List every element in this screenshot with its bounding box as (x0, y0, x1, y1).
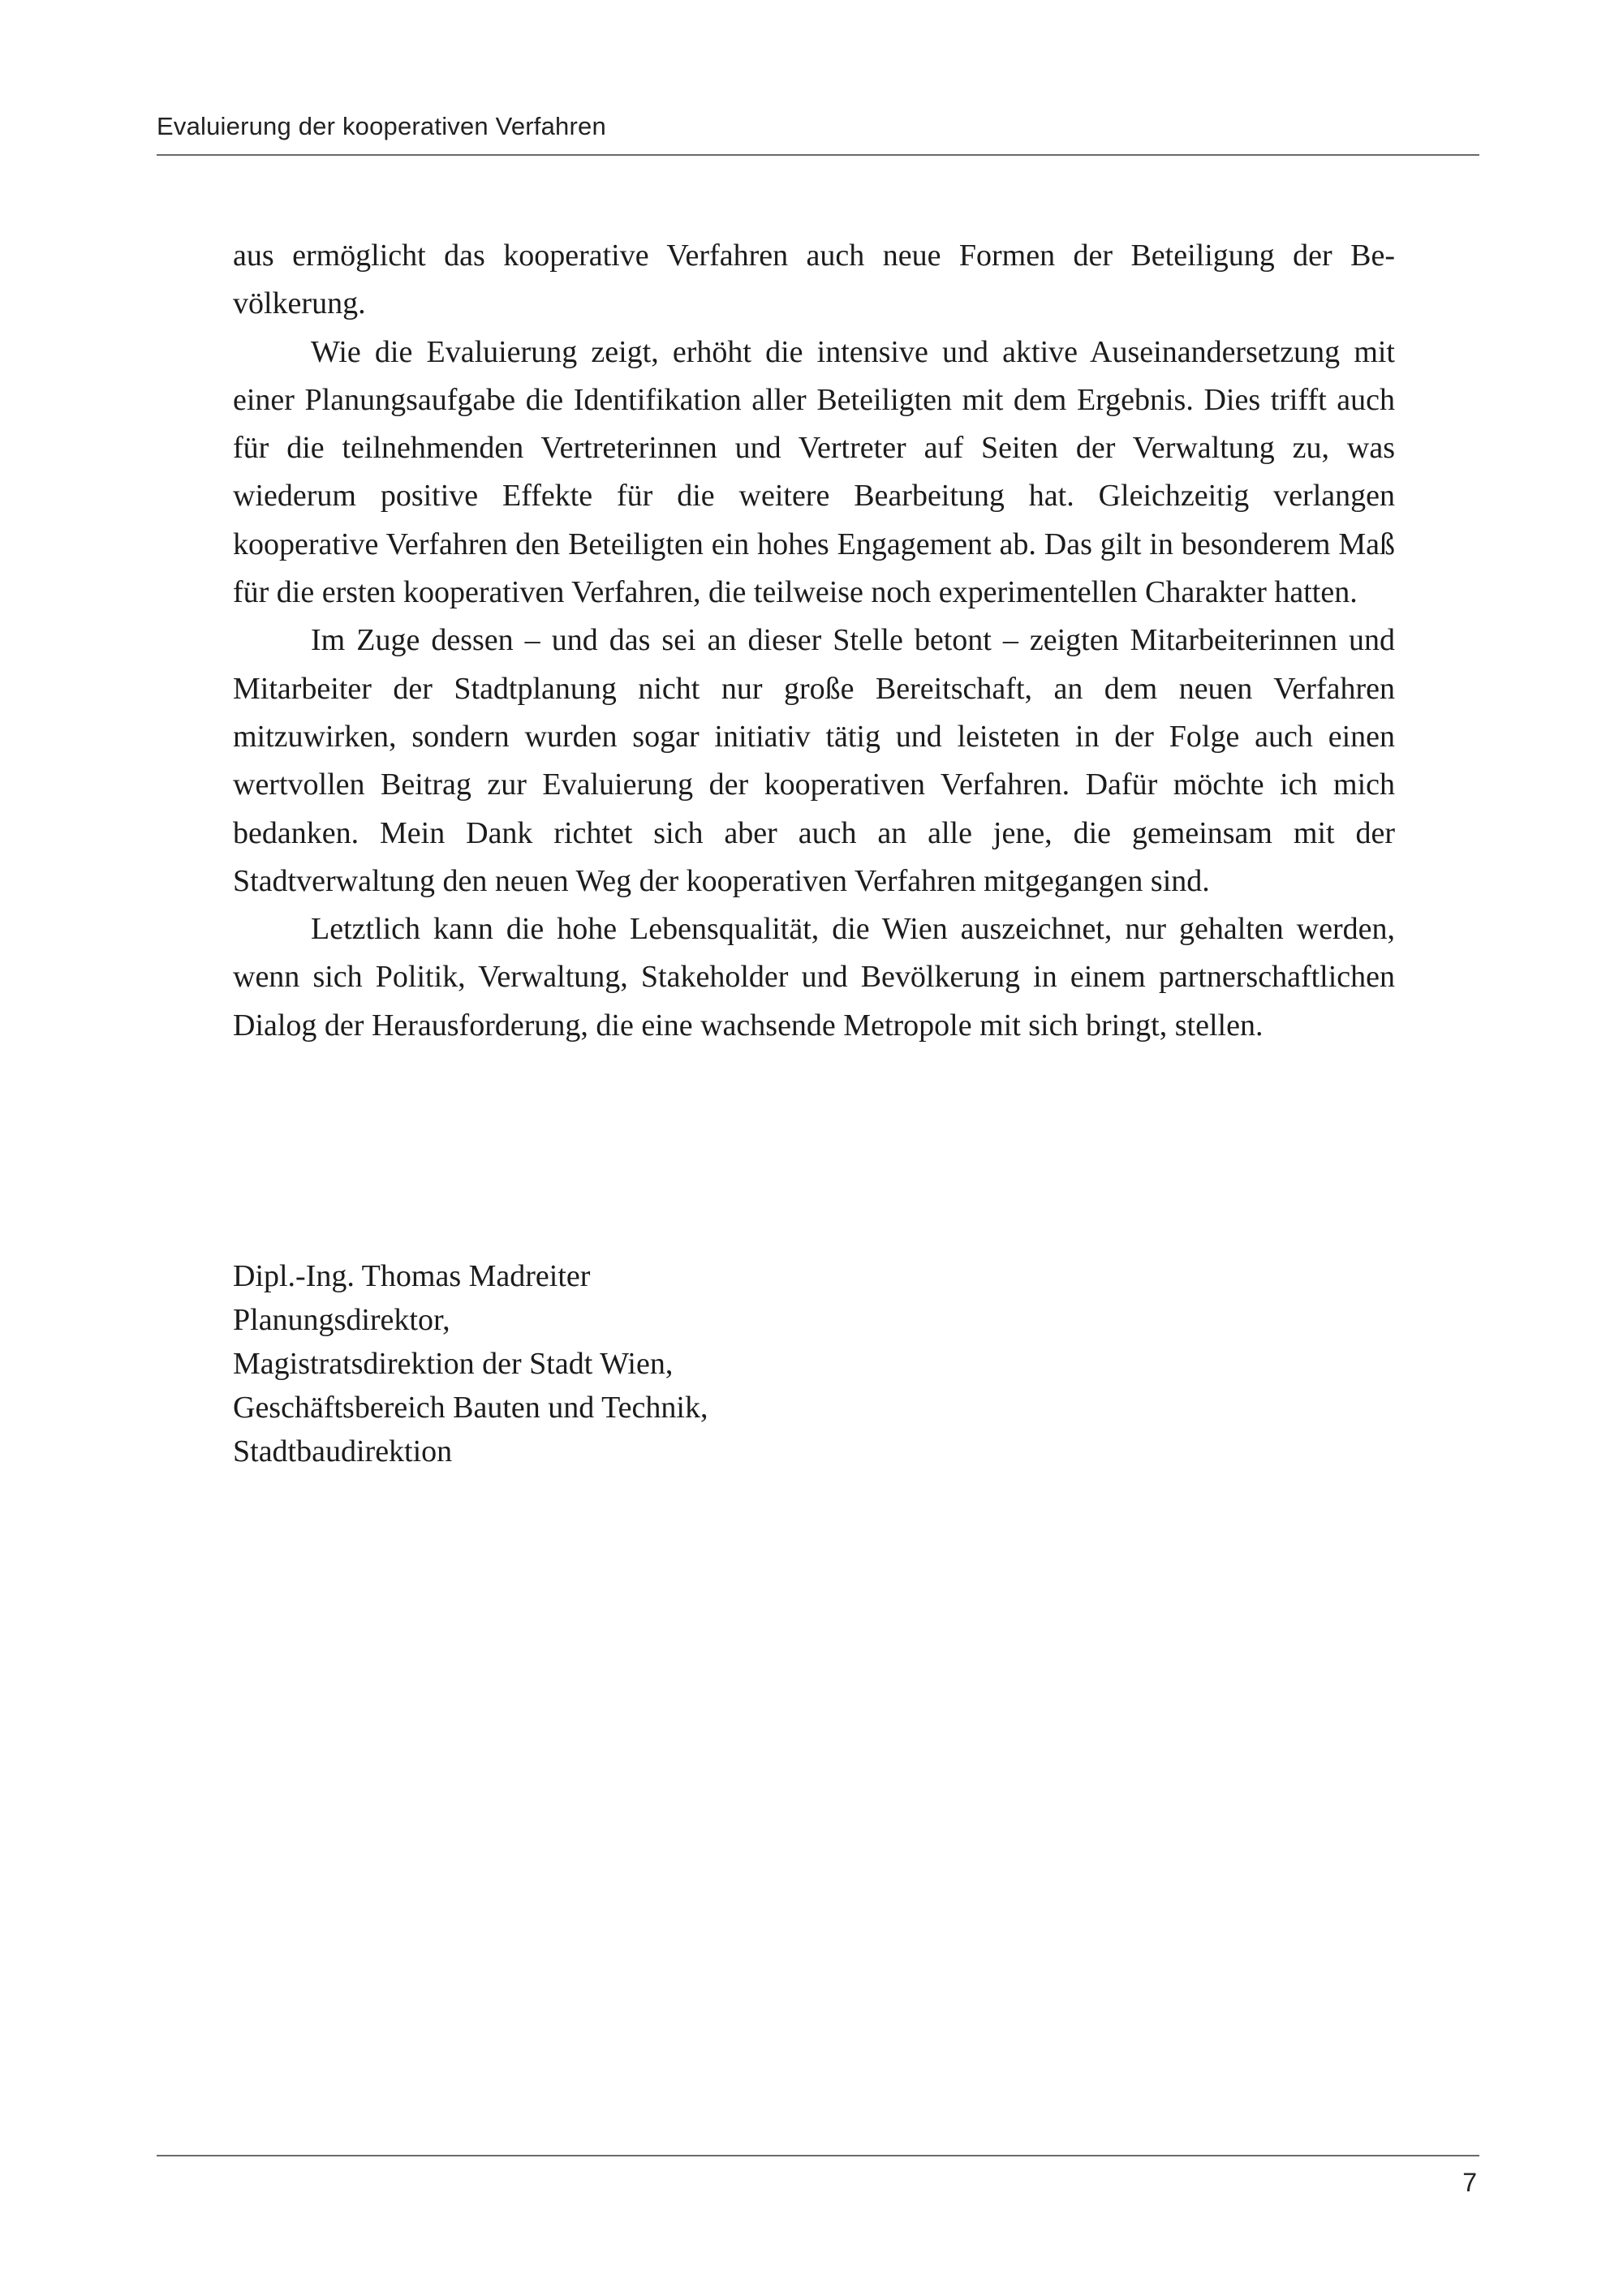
signatory-organization: Magistratsdirektion der Stadt Wien, (233, 1347, 674, 1381)
signatory-name: Dipl.-Ing. Thomas Madreiter (233, 1259, 591, 1293)
page-number: 7 (1462, 2168, 1477, 2197)
paragraph: Letztlich kann die hohe Lebensqualität, die Wien auszeichnet, nur gehalten werden, wenn sich Politik, Verwaltung, Stakeholder und Bevölkerung in einem partnerschaftlichen Dialog der Herausforderung, die eine wachsende Metropole mit sich bringt, stellen. (233, 912, 1395, 1043)
paragraph-continued: aus ermöglicht das kooperative Verfahren auch neue Formen der Beteiligung der Bevölkerung. (233, 239, 1395, 321)
signature-block (233, 1254, 708, 1473)
paragraph: Wie die Evaluierung zeigt, erhöht die intensive und aktive Auseinandersetzung mit einer Planungsaufgabe die Identifikation aller Beteiligten mit dem Ergebnis. Dies trifft auch für die teilnehmenden Vertreterinnen und Vertreter auf Seiten der Verwaltung zu, was wiederum positive Effekte für die weitere Bearbeitung hat. Gleichzeitig verlangen kooperative Verfahren den Beteiligten ein hohes Engagement ab. Das gilt in besonderem Maß für die ersten kooperativen Verfahren, die teilweise noch experimentellen Charakter hatten. (233, 334, 1395, 610)
signatory-department: Stadtbaudirektion (233, 1434, 453, 1468)
body-text (233, 232, 1395, 1050)
signatory-role: Planungsdirektor, (233, 1303, 450, 1337)
signatory-division: Geschäftsbereich Bauten und Technik, (233, 1391, 708, 1425)
paragraph: Im Zuge dessen – und das sei an dieser Stelle betont – zeigten Mitarbeiterinnen und Mitarbeiter der Stadtplanung nicht nur große Bereitschaft, an dem neuen Verfahren mitzuwirken, sondern wurden sogar initiativ tätig und leisteten in der Folge auch einen wertvollen Beitrag zur Evaluierung der kooperativen Verfahren. Dafür möchte ich mich bedanken. Mein Dank richtet sich aber auch an alle jene, die gemeinsam mit der Stadtverwaltung den neuen Weg der kooperativen Verfahren mitgegangen sind. (233, 623, 1395, 898)
header-divider (157, 154, 1479, 156)
footer-divider (157, 2155, 1479, 2156)
running-header: Evaluierung der kooperativen Verfahren (157, 112, 606, 140)
